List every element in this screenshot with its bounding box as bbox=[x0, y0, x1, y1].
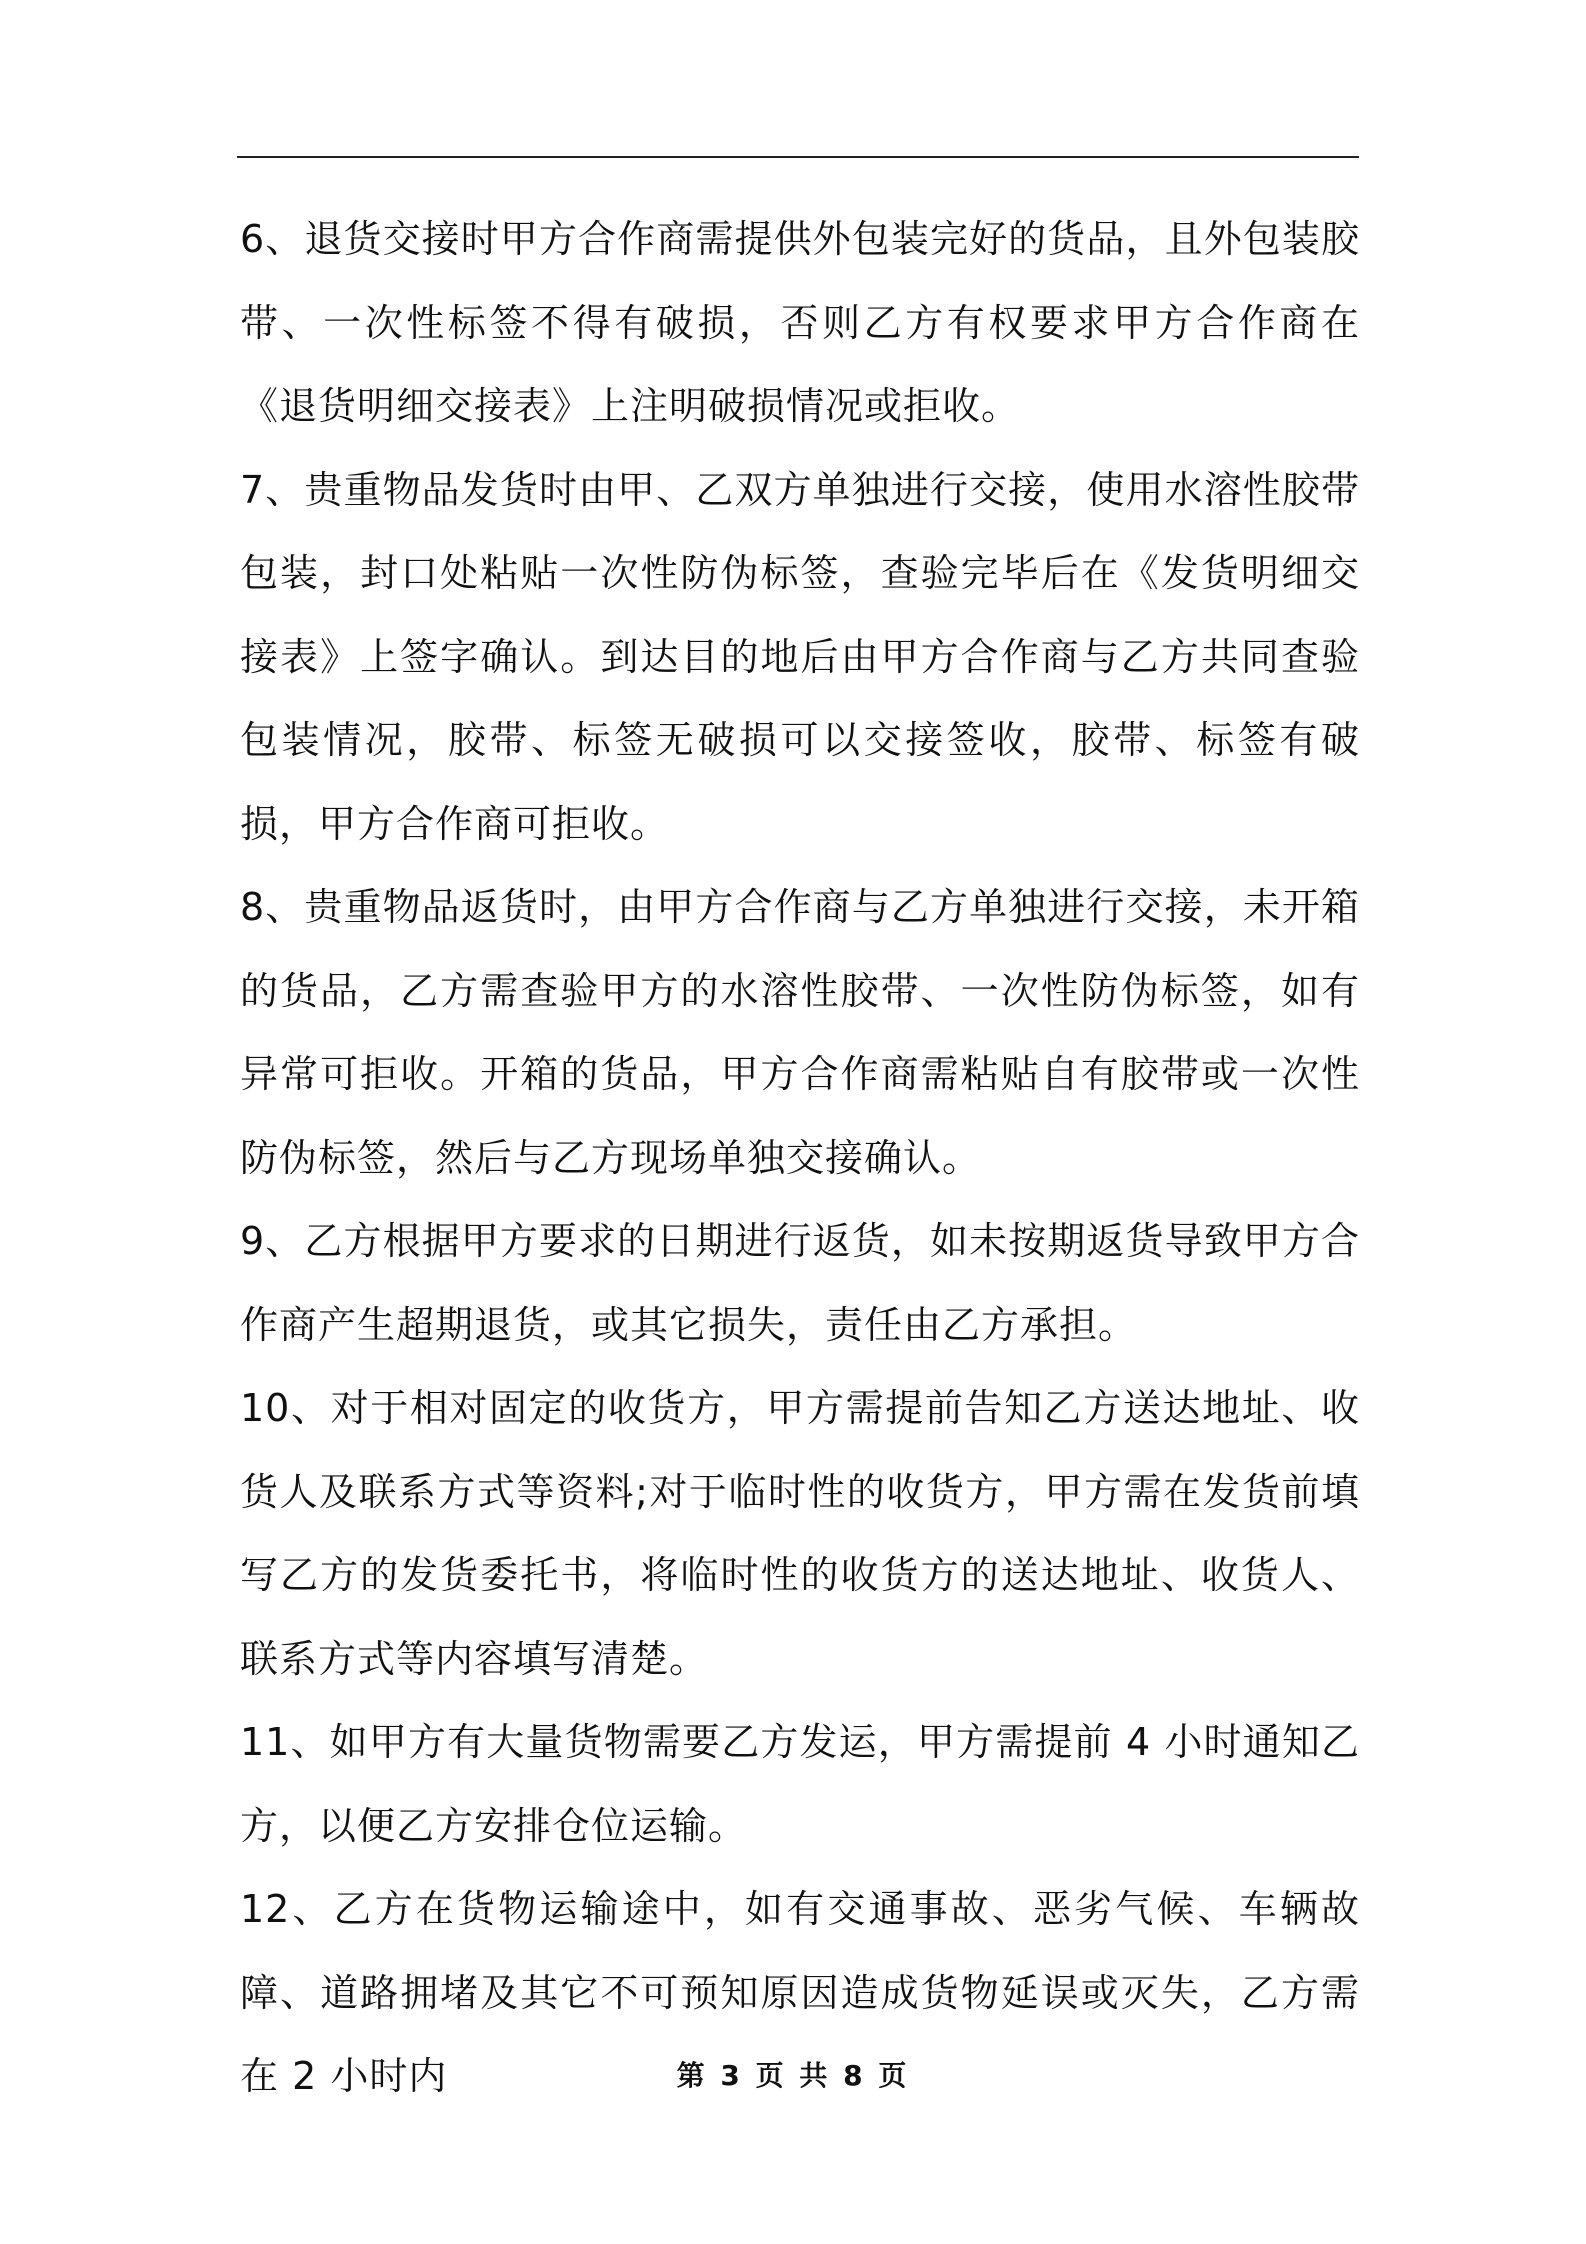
total-pages-number: 8 bbox=[843, 2059, 866, 2092]
footer-prefix: 第 bbox=[676, 2059, 708, 2092]
header-rule bbox=[237, 156, 1359, 158]
footer-suffix: 页 bbox=[878, 2059, 910, 2092]
document-body bbox=[240, 198, 1360, 2119]
footer-middle: 页 共 bbox=[755, 2059, 831, 2092]
page-footer bbox=[0, 2054, 1586, 2094]
clause-6: 6、退货交接时甲方合作商需提供外包装完好的货品，且外包装胶带、一次性标签不得有破损，否则乙方有权要求甲方合作商在《退货明细交接表》上注明破损情况或拒收。 bbox=[240, 217, 1360, 428]
clause-8: 8、贵重物品返货时，由甲方合作商与乙方单独进行交接，未开箱的货品，乙方需查验甲方的水溶性胶带、一次性防伪标签，如有异常可拒收。开箱的货品，甲方合作商需粘贴自有胶带或一次性防伪标签，然后与乙方现场单独交接确认。 bbox=[240, 885, 1360, 1180]
clause-10: 10、对于相对固定的收货方，甲方需提前告知乙方送达地址、收货人及联系方式等资料;对于临时性的收货方，甲方需在发货前填写乙方的发货委托书，将临时性的收货方的送达地址、收货人、联系方式等内容填写清楚。 bbox=[240, 1386, 1360, 1681]
current-page-number: 3 bbox=[720, 2059, 743, 2092]
clause-7: 7、贵重物品发货时由甲、乙双方单独进行交接，使用水溶性胶带包装，封口处粘贴一次性防伪标签，查验完毕后在《发货明细交接表》上签字确认。到达目的地后由甲方合作商与乙方共同查验包装情况，胶带、标签无破损可以交接签收，胶带、标签有破损，甲方合作商可拒收。 bbox=[240, 467, 1360, 846]
clause-12: 12、乙方在货物运输途中，如有交通事故、恶劣气候、车辆故障、道路拥堵及其它不可预知原因造成货物延误或灭失，乙方需在 2 小时内 bbox=[240, 1887, 1360, 2098]
clause-9: 9、乙方根据甲方要求的日期进行返货，如未按期返货导致甲方合作商产生超期退货，或其它损失，责任由乙方承担。 bbox=[240, 1219, 1360, 1347]
clause-11: 11、如甲方有大量货物需要乙方发运，甲方需提前 4 小时通知乙方，以便乙方安排仓位运输。 bbox=[240, 1720, 1360, 1848]
